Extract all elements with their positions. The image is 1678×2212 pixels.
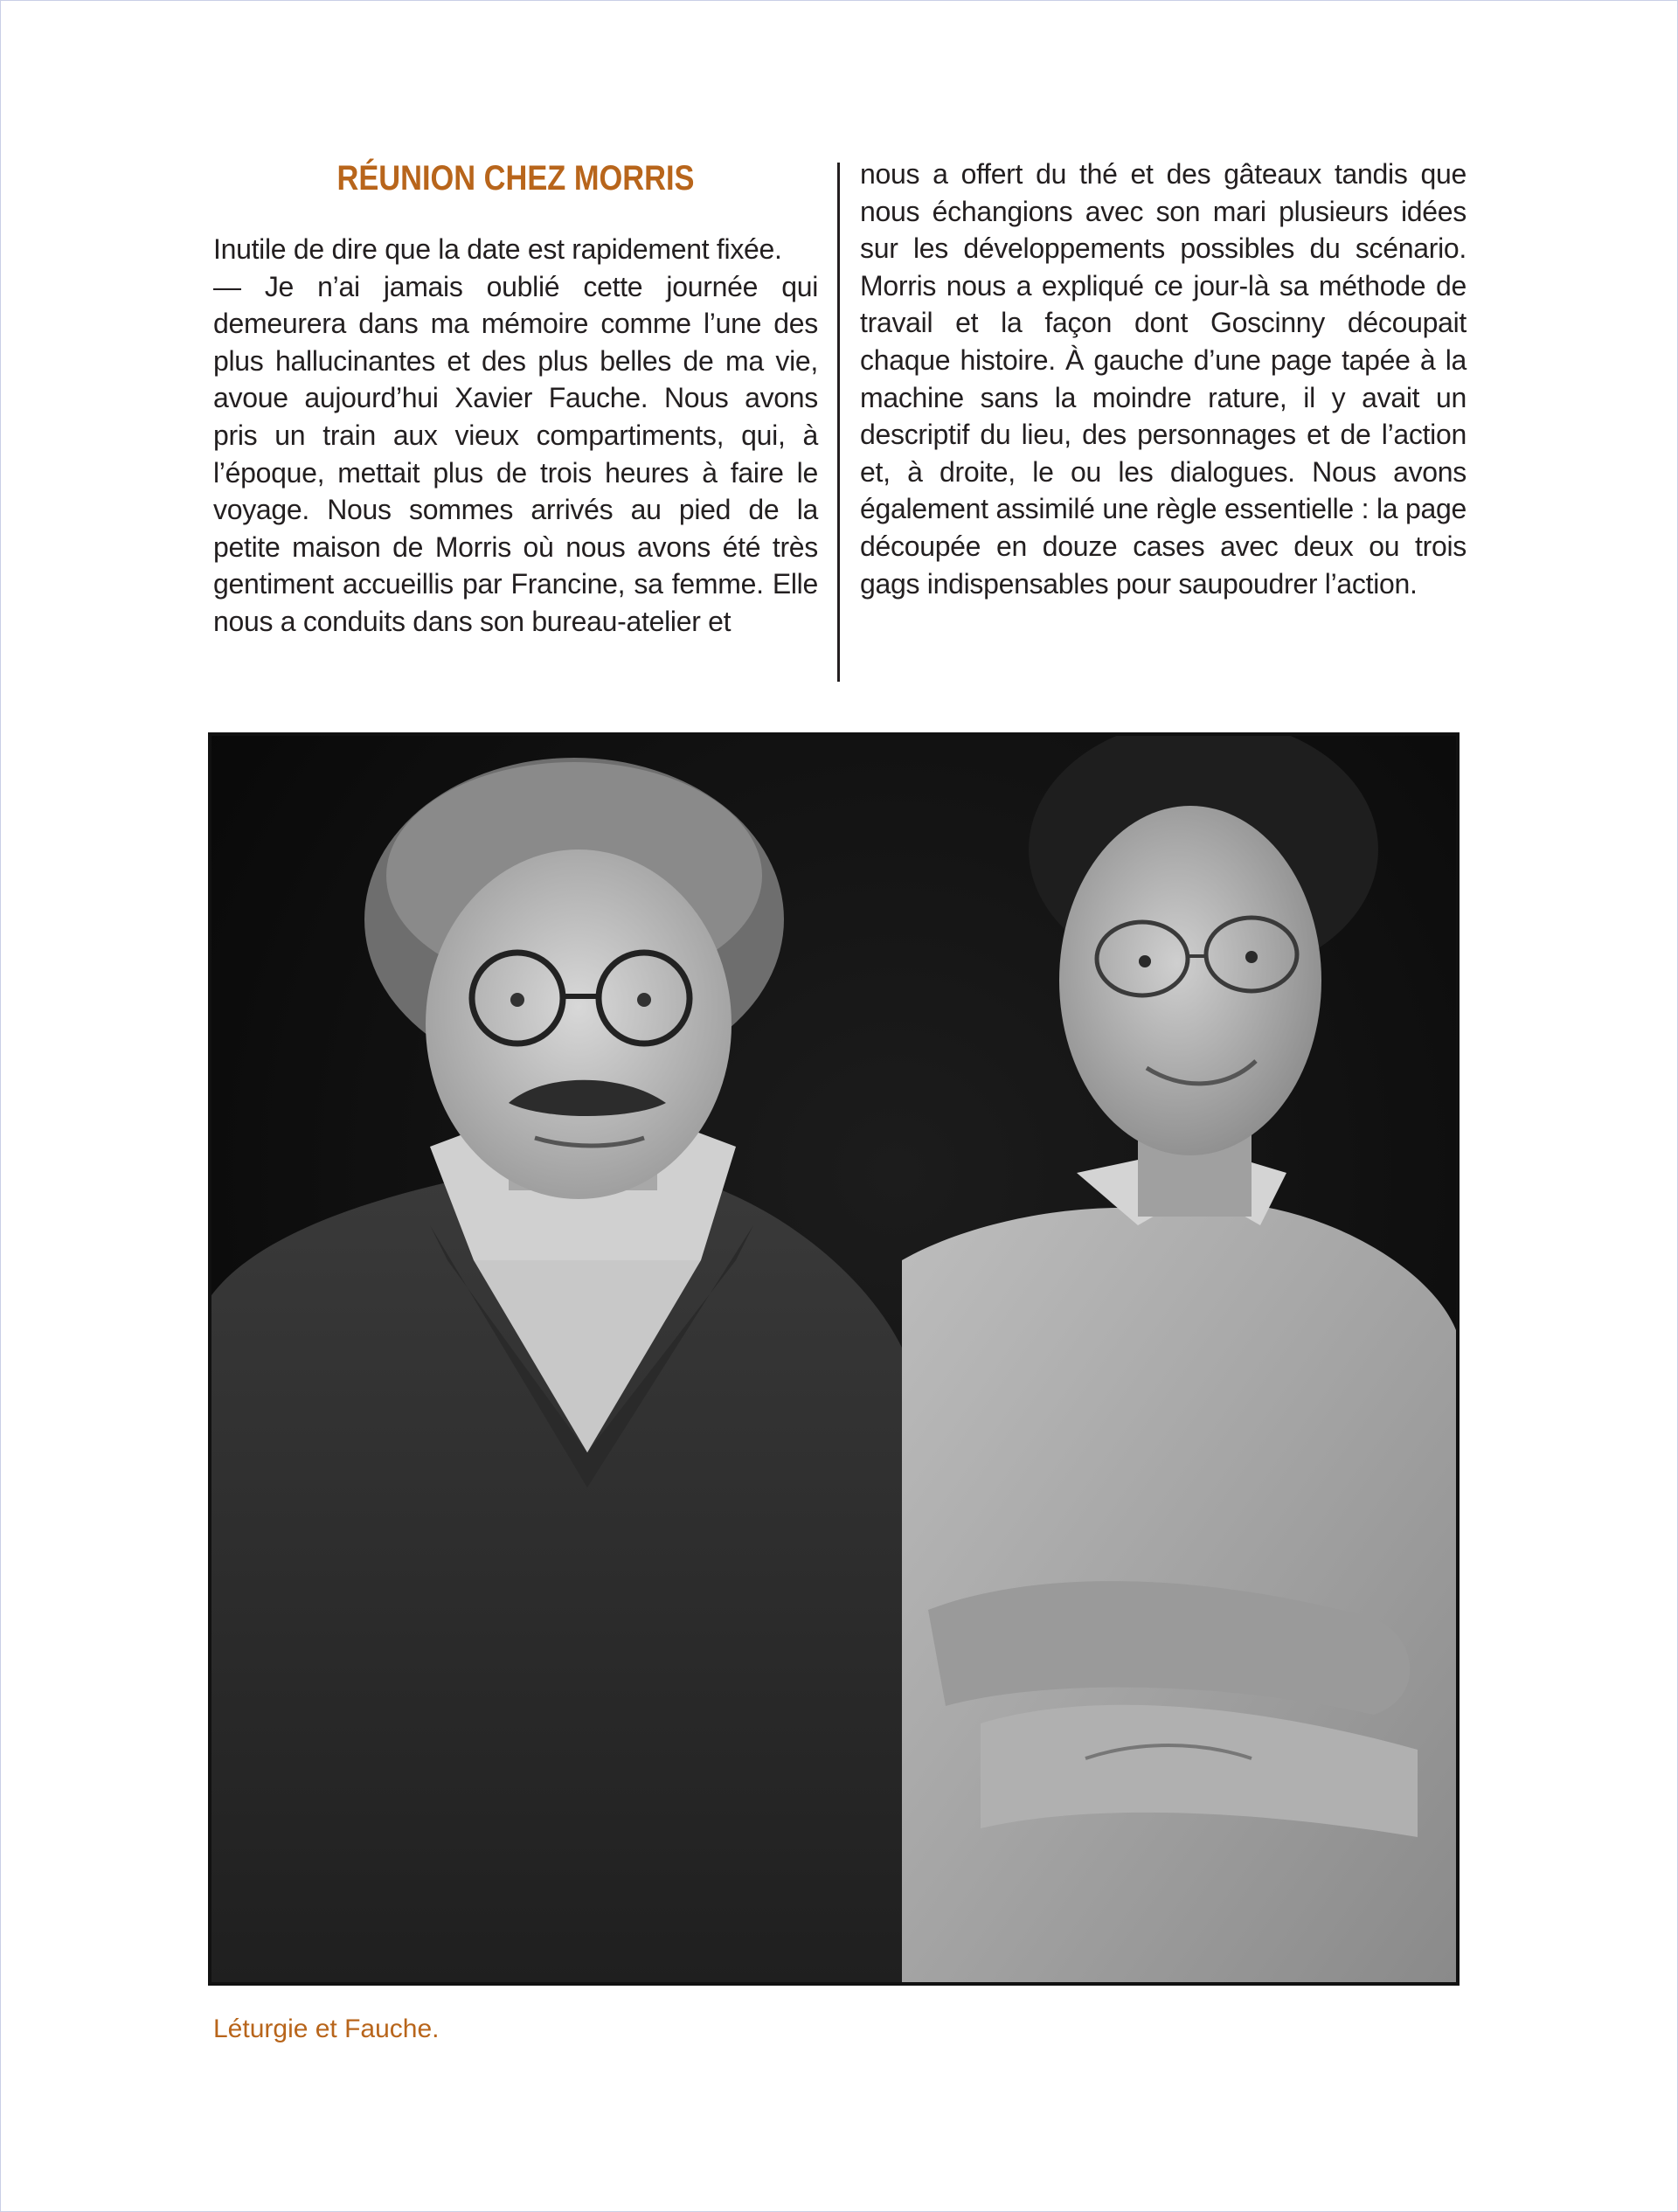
portrait-photo bbox=[208, 732, 1460, 1986]
photo-caption: Léturgie et Fauche. bbox=[213, 2014, 440, 2043]
left-paragraph-2: — Je n’ai jamais oublié cette journée qui demeurera dans ma mémoire comme l’une des plus hallucinantes et des plus belles de ma vie, avoue aujourd’hui Xavier Fauche. Nous avons pris un train aux vieux compartiments, qui, à l’époque, mettait plus de trois heures à faire le voyage. Nous sommes arrivés au pied de la petite maison de Morris où nous avons été très gentiment accueillis par Francine, sa femme. Elle nous a conduits dans son bureau-atelier et bbox=[213, 270, 818, 637]
right-column bbox=[860, 156, 1467, 602]
column-divider bbox=[837, 163, 840, 682]
right-paragraph-1: nous a offert du thé et des gâteaux tandis que nous échangions avec son mari plusieurs idées sur les développements possibles du scénario. Morris nous a expliqué ce jour-là sa méthode de travail et la façon dont Goscinny découpait chaque histoire. À gauche d’une page tapée à la machine sans la moindre rature, il y avait un descriptif du lieu, des personnages et de l’action et, à droite, le ou les dialogues. Nous avons également assimilé une règle essentielle : la page découpée en douze cases avec deux ou trois gags indispensables pour saupoudrer l’action. bbox=[860, 158, 1467, 600]
left-column bbox=[213, 156, 818, 641]
portrait-illustration bbox=[211, 736, 1456, 1982]
section-heading: RÉUNION CHEZ MORRIS bbox=[336, 159, 695, 198]
left-paragraph-1: Inutile de dire que la date est rapidement fixée. bbox=[213, 233, 782, 265]
